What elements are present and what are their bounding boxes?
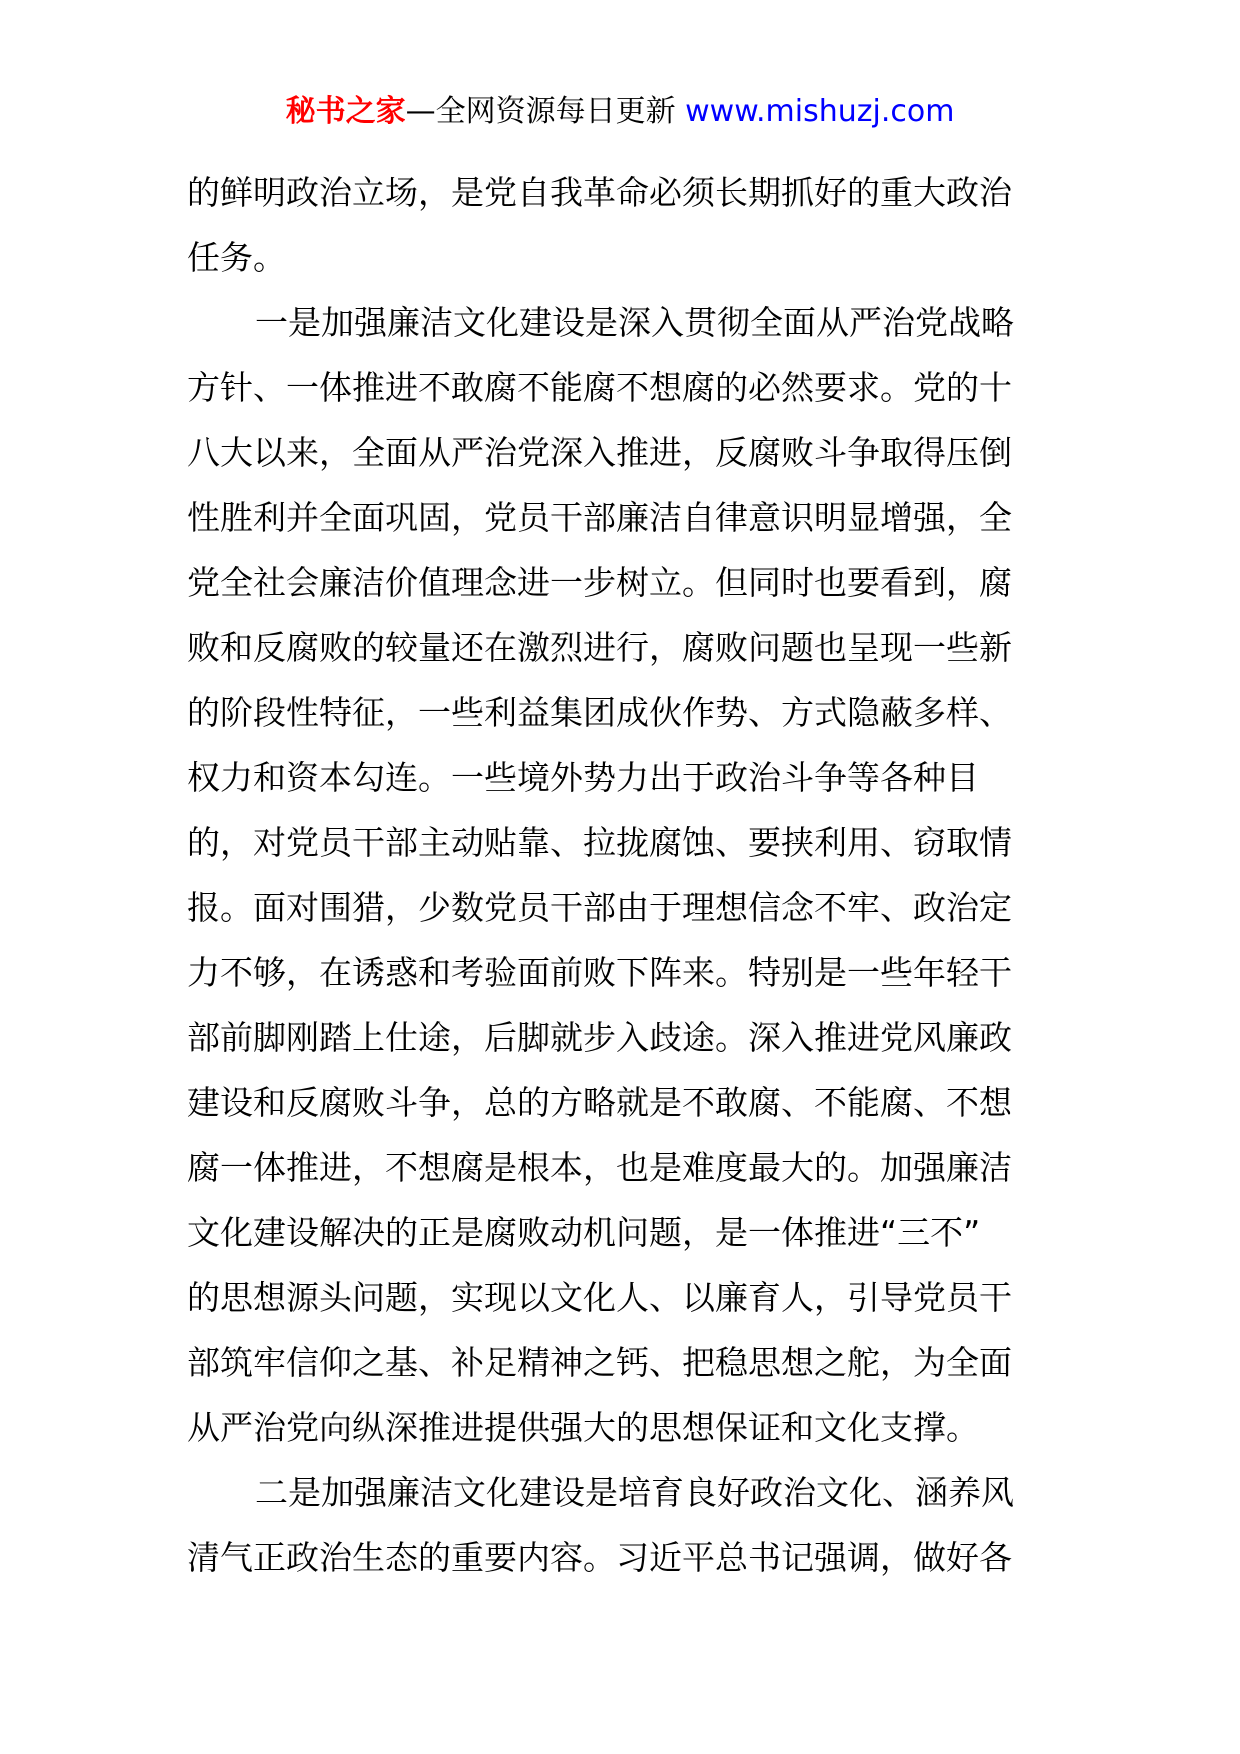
text-line: 八大以来，全面从严治党深入推进，反腐败斗争取得压倒 <box>187 433 1012 472</box>
text-line: 部筑牢信仰之基、补足精神之钙、把稳思想之舵，为全面 <box>187 1343 1012 1382</box>
text-line: 报。面对围猎，少数党员干部由于理想信念不牢、政治定 <box>187 888 1012 927</box>
paragraph-start-line: 二是加强廉洁文化建设是培育良好政治文化、涵养风 <box>255 1473 1014 1512</box>
text-line: 方针、一体推进不敢腐不能腐不想腐的必然要求。党的十 <box>187 368 1012 407</box>
text-line: 权力和资本勾连。一些境外势力出于政治斗争等各种目 <box>187 758 979 797</box>
document-body <box>187 160 1053 1590</box>
text-line: 的阶段性特征，一些利益集团成伙作势、方式隐蔽多样、 <box>187 693 1012 732</box>
text-line: 力不够，在诱惑和考验面前败下阵来。特别是一些年轻干 <box>187 953 1012 992</box>
text-line: 腐一体推进，不想腐是根本，也是难度最大的。加强廉洁 <box>187 1148 1012 1187</box>
page-header <box>0 92 1240 132</box>
text-line: 败和反腐败的较量还在激烈进行，腐败问题也呈现一些新 <box>187 628 1012 667</box>
text-line: 的鲜明政治立场，是党自我革命必须长期抓好的重大政治 <box>187 173 1012 212</box>
text-line: 建设和反腐败斗争，总的方略就是不敢腐、不能腐、不想 <box>187 1083 1012 1122</box>
text-line: 党全社会廉洁价值理念进一步树立。但同时也要看到，腐 <box>187 563 1012 602</box>
text-line: 的思想源头问题，实现以文化人、以廉育人，引导党员干 <box>187 1278 1012 1317</box>
website-link[interactable]: www.mishuzj.com <box>685 94 955 129</box>
text-line: 的，对党员干部主动贴靠、拉拢腐蚀、要挟利用、窃取情 <box>187 823 1012 862</box>
text-line: 性胜利并全面巩固，党员干部廉洁自律意识明显增强，全 <box>187 498 1012 537</box>
text-line: 部前脚刚踏上仕途，后脚就步入歧途。深入推进党风廉政 <box>187 1018 1012 1057</box>
header-tagline: —全网资源每日更新 <box>405 94 676 129</box>
brand-name: 秘书之家 <box>285 94 406 129</box>
text-line: 任务。 <box>187 238 286 277</box>
text-line: 文化建设解决的正是腐败动机问题，是一体推进“三不” <box>187 1213 981 1252</box>
text-line: 清气正政治生态的重要内容。习近平总书记强调，做好各 <box>187 1538 1012 1577</box>
text-line: 从严治党向纵深推进提供强大的思想保证和文化支撑。 <box>187 1408 979 1447</box>
paragraph-start-line: 一是加强廉洁文化建设是深入贯彻全面从严治党战略 <box>255 303 1014 342</box>
